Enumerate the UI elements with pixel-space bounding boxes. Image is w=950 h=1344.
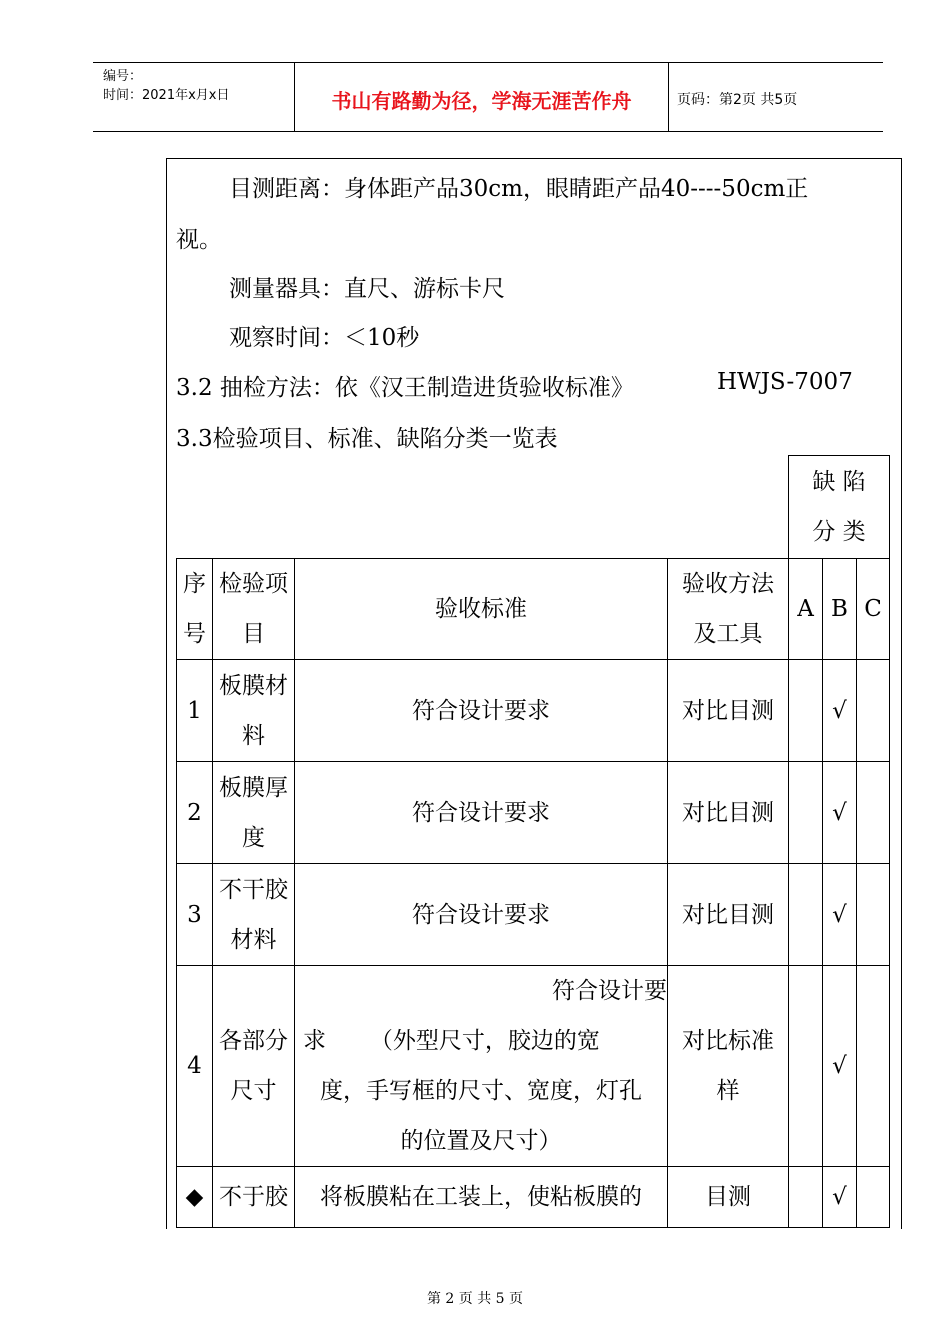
row4-no: 4 xyxy=(176,965,213,1167)
row2-class-a xyxy=(788,761,823,864)
row1-class-b: √ xyxy=(822,659,857,762)
row1-item: 板膜材料 xyxy=(212,659,295,762)
row2-method: 对比目测 xyxy=(667,761,789,864)
defect-header-line1: 缺 陷 xyxy=(812,469,866,495)
page-header xyxy=(93,62,883,132)
row4-standard-line1: 符合设计要 xyxy=(552,978,667,1004)
row3-class-a xyxy=(788,863,823,966)
row2-item: 板膜厚度 xyxy=(212,761,295,864)
row3-class-c xyxy=(856,863,890,966)
header-class-b: B xyxy=(822,558,857,660)
row4-method: 对比标准样 xyxy=(667,965,789,1167)
row5-method: 目测 xyxy=(667,1166,789,1228)
header-method: 验收方法及工具 xyxy=(667,558,789,660)
row5-class-c xyxy=(856,1166,890,1228)
paragraph-sampling-code: HWJS-7007 xyxy=(717,369,853,395)
row5-item: 不于胶 xyxy=(212,1166,295,1228)
defect-header-line2: 分 类 xyxy=(812,519,866,545)
row4-standard-line4: 的位置及尺寸） xyxy=(400,1128,562,1154)
page-footer: 第 2 页 共 5 页 xyxy=(426,1291,524,1307)
header-divider xyxy=(668,63,669,131)
row5-class-a xyxy=(788,1166,823,1228)
row2-class-c xyxy=(856,761,890,864)
row3-class-b: √ xyxy=(822,863,857,966)
paragraph-distance: 目测距离：身体距产品30cm，眼睛距产品40----50cm正 xyxy=(229,176,809,202)
header-item: 检验项目 xyxy=(212,558,295,660)
row4-class-a xyxy=(788,965,823,1167)
paragraph-tools: 测量器具：直尺、游标卡尺 xyxy=(229,276,505,302)
row5-no: ◆ xyxy=(176,1166,213,1228)
row1-class-a xyxy=(788,659,823,762)
row4-standard-line2: 求 （外型尺寸，胶边的宽 xyxy=(303,1028,600,1054)
paragraph-sampling: 3.2 抽检方法：依《汉王制造进货验收标准》 xyxy=(176,375,634,401)
row1-no: 1 xyxy=(176,659,213,762)
row3-no: 3 xyxy=(176,863,213,966)
row3-item: 不干胶材料 xyxy=(212,863,295,966)
row2-standard: 符合设计要求 xyxy=(294,761,668,864)
row1-method: 对比目测 xyxy=(667,659,789,762)
header-page-label: 页码：第2页 共5页 xyxy=(677,92,798,108)
row5-standard: 将板膜粘在工装上，使粘板膜的 xyxy=(294,1166,668,1228)
row4-standard xyxy=(294,965,668,1167)
header-motto: 书山有路勤为径，学海无涯苦作舟 xyxy=(331,89,632,113)
doc-number-label: 编号： xyxy=(103,69,143,84)
row2-no: 2 xyxy=(176,761,213,864)
row4-item: 各部分尺寸 xyxy=(212,965,295,1167)
row4-standard-line3: 度，手写框的尺寸、宽度，灯孔 xyxy=(320,1078,642,1104)
defect-class-header xyxy=(788,455,890,559)
header-meta xyxy=(103,67,229,105)
row1-standard: 符合设计要求 xyxy=(294,659,668,762)
paragraph-time: 观察时间：＜10秒 xyxy=(229,325,420,351)
doc-time-label: 时间：2021年x月x日 xyxy=(103,88,230,103)
paragraph-table-title: 3.3检验项目、标准、缺陷分类一览表 xyxy=(176,426,558,452)
row4-class-c xyxy=(856,965,890,1167)
header-no: 序号 xyxy=(176,558,213,660)
header-class-c: C xyxy=(856,558,890,660)
header-class-a: A xyxy=(788,558,823,660)
header-standard: 验收标准 xyxy=(294,558,668,660)
row5-class-b: √ xyxy=(822,1166,857,1228)
row4-class-b: √ xyxy=(822,965,857,1167)
row2-class-b: √ xyxy=(822,761,857,864)
row3-standard: 符合设计要求 xyxy=(294,863,668,966)
row1-class-c xyxy=(856,659,890,762)
paragraph-distance-cont: 视。 xyxy=(176,227,222,253)
row3-method: 对比目测 xyxy=(667,863,789,966)
